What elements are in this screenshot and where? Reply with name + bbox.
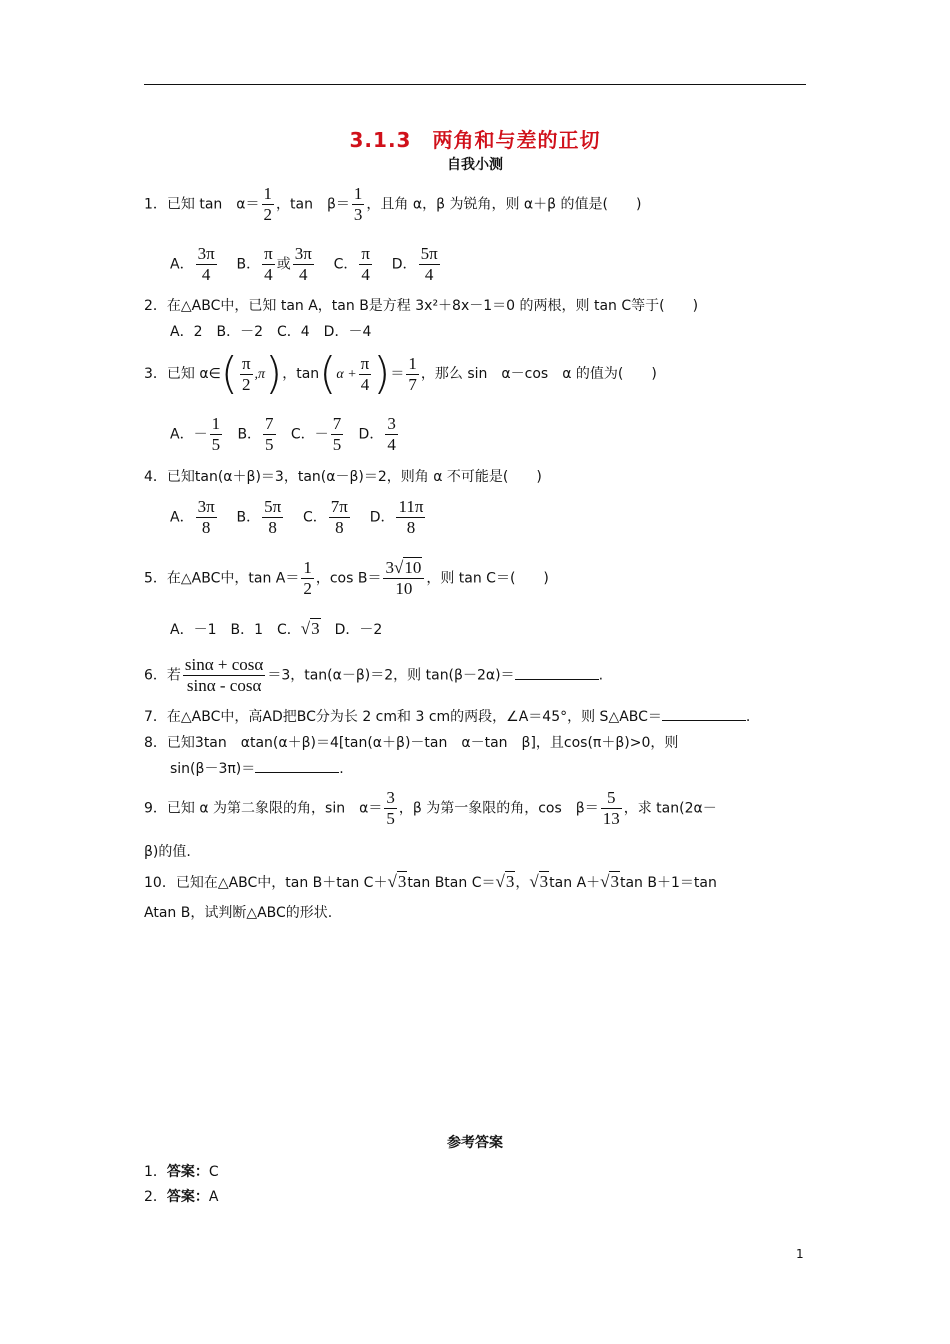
- page-title: 3.1.3 两角和与差的正切: [349, 128, 601, 152]
- fraction: $\frac{3√10}{10}$: [383, 558, 424, 599]
- question-8-line2: sin(β－3π)＝ .: [170, 761, 344, 777]
- question-10: 10．已知在△ABC中，tan B＋tan C＋√3tan Btan C＝√3，√3tan A＋√3tan B＋1＝tan: [144, 872, 717, 891]
- sqrt: √3: [300, 619, 320, 638]
- question-4: 4．已知tan(α＋β)＝3，tan(α－β)＝2，则角 α 不可能是( ): [144, 469, 542, 485]
- fraction: $\frac{5\pi}{4}$: [420, 244, 438, 284]
- answers-heading: 参考答案: [447, 1135, 503, 1151]
- fraction: $\frac{1}{2}$: [303, 558, 312, 598]
- sqrt: √3: [600, 872, 619, 891]
- question-5: 5．在△ABC中，tan A＝ $\frac{1}{2}$ ，cos B＝ $\frac{3√10}{10}$ ，则 tan C＝( ): [144, 558, 549, 598]
- question-1: 1．已知 tan α＝ $\frac{1}{2}$ ，tan β＝ $\frac{1}{3}$ ，且角 α，β 为锐角，则 α＋β 的值是( ): [144, 184, 642, 224]
- fraction: $\frac{3}{5}$: [386, 788, 395, 828]
- fraction: $\frac{5\pi}{8}$: [264, 497, 282, 537]
- page-number: 1: [796, 1247, 804, 1261]
- answer-1: 1．答案：C: [144, 1164, 219, 1180]
- question-1-options: A． $\frac{3\pi}{4}$ B． $\frac{\pi}{4}$ 或 $\frac{3\pi}{4}$ C． $\frac{\pi}{4}$ D． $\frac{5\pi}{4}$: [170, 244, 438, 284]
- question-2-options: A．2 B．－2 C．4 D．－4: [170, 324, 372, 340]
- answer-blank[interactable]: [255, 760, 339, 773]
- question-7: 7．在△ABC中，高AD把BC分为长 2 cm和 3 cm的两段，∠A＝45°，则 S△ABC＝ .: [144, 709, 751, 725]
- fraction: $\frac{1}{5}$: [211, 414, 221, 454]
- fraction: $\frac{\pi}{4}$: [361, 244, 370, 284]
- fraction: $\frac{7\pi}{8}$: [330, 497, 348, 537]
- fraction: $\frac{7}{5}$: [265, 414, 274, 454]
- question-10-line2: Atan B，试判断△ABC的形状.: [144, 905, 333, 921]
- fraction: $\frac{7}{5}$: [332, 414, 342, 454]
- fraction: $\frac{1}{2}$: [263, 184, 273, 224]
- fraction: $\frac{\pi}{4}$: [360, 353, 370, 394]
- fraction: $\frac{\pi}{4}$: [264, 244, 273, 284]
- fraction: $\frac{5}{13}$: [602, 788, 620, 828]
- section-subtitle: 自我小测: [447, 157, 503, 173]
- question-2: 2．在△ABC中，已知 tan A，tan B是方程 3x²＋8x－1＝0 的两根，则 tan C等于( ): [144, 298, 699, 314]
- question-5-options: A．－1 B．1 C．√3 D．－2: [170, 619, 383, 638]
- question-6: 6．若 $\frac{\sin\alpha + \cos\alpha}{\sin\alpha - \cos\alpha}$ ＝3，tan(α－β)＝2，则 tan(β－2α)＝ .: [144, 655, 604, 695]
- sqrt: √3: [387, 872, 407, 891]
- question-9: 9．已知 α 为第二象限的角，sin α＝ $\frac{3}{5}$ ，β 为第一象限的角，cos β＝ $\frac{5}{13}$ ，求 tan(2α－: [144, 788, 717, 828]
- question-9-line2: β)的值.: [144, 844, 191, 860]
- fraction: $\frac{3\pi}{4}$: [294, 244, 312, 284]
- fraction: $\frac{11\pi}{8}$: [398, 497, 424, 537]
- fraction: $\frac{3}{4}$: [387, 414, 396, 454]
- question-4-options: A． $\frac{3\pi}{8}$ B． $\frac{5\pi}{8}$ C． $\frac{7\pi}{8}$ D． $\frac{11\pi}{8}$: [170, 497, 424, 537]
- fraction: $\frac{3\pi}{8}$: [197, 497, 215, 537]
- fraction: $\frac{3\pi}{4}$: [197, 244, 215, 284]
- answer-2: 2．答案：A: [144, 1189, 219, 1205]
- question-3-options: A．－ $\frac{1}{5}$ B． $\frac{7}{5}$ C．－ $\frac{7}{5}$ D． $\frac{3}{4}$: [170, 414, 396, 454]
- header-rule: [144, 84, 806, 85]
- sqrt: √3: [495, 872, 515, 891]
- question-8: 8．已知3tan αtan(α＋β)＝4[tan(α＋β)－tan α－tan β]，且cos(π＋β)>0，则: [144, 735, 679, 751]
- fraction: $\frac{\sin\alpha + \cos\alpha}{\sin\alpha - \cos\alpha}$: [184, 655, 264, 695]
- sqrt: √3: [529, 872, 549, 891]
- answer-blank[interactable]: [515, 667, 599, 680]
- fraction: $\frac{\pi}{2}$: [241, 353, 251, 394]
- answer-blank[interactable]: [662, 708, 746, 721]
- question-3: 3．已知 α∈( $\frac{\pi}{2}$ ,π)，tan(α + $\frac{\pi}{4}$ )＝ $\frac{1}{7}$ ，那么 sin α－cos α 的值为( ): [144, 348, 657, 399]
- fraction: $\frac{1}{7}$: [408, 353, 417, 394]
- fraction: $\frac{1}{3}$: [353, 184, 363, 224]
